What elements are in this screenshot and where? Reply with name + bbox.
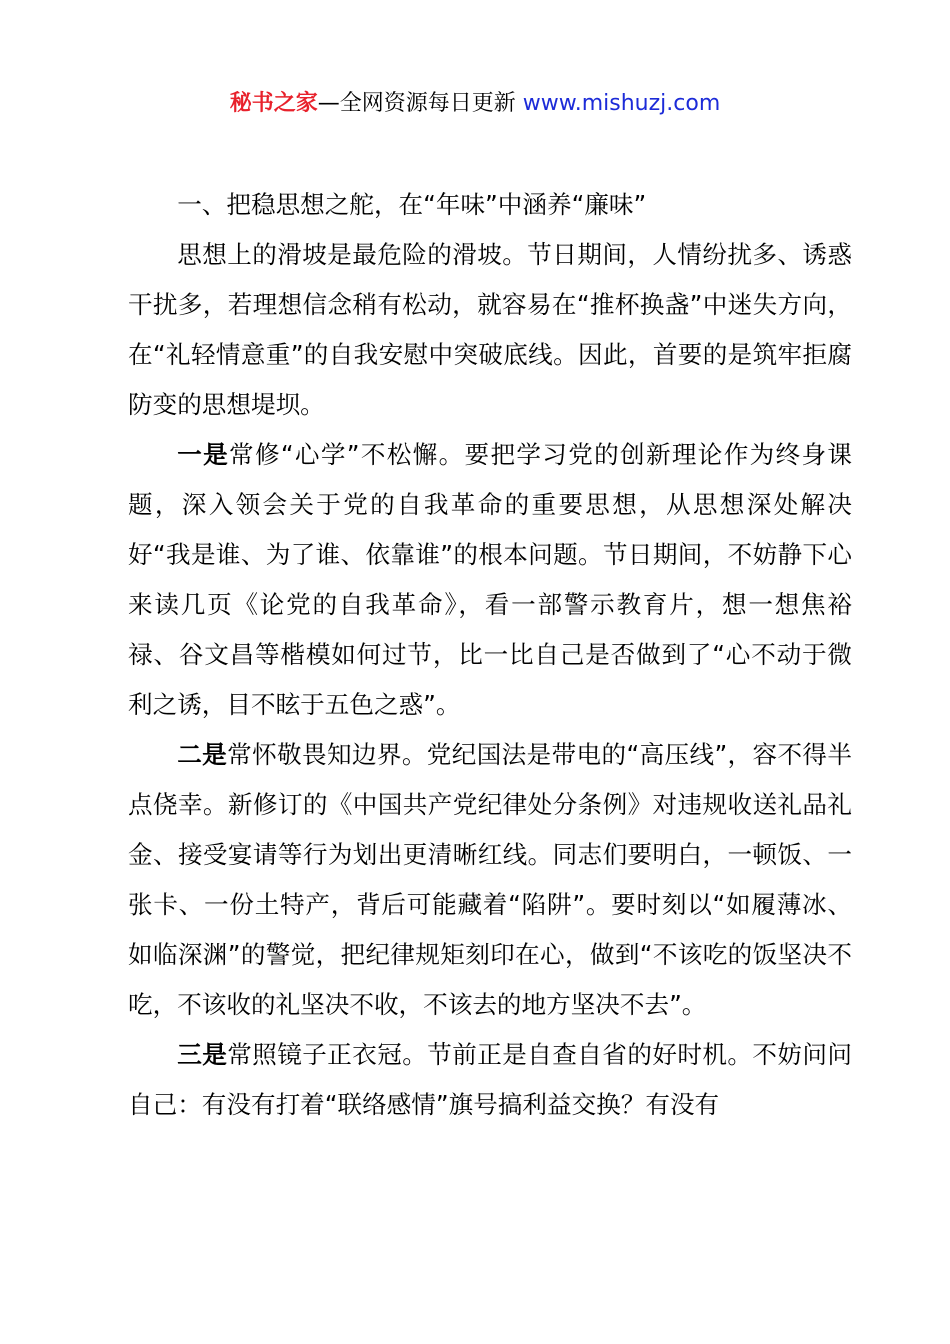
site-url-link[interactable]: www.mishuzj.com	[522, 91, 721, 116]
point-three-body: 常照镜子正衣冠。节前正是自查自省的好时机。不妨问问自己：有没有打着“联络感情”旗号搞利益交换？有没有	[128, 1040, 852, 1119]
point-one-lead: 一是	[177, 440, 230, 469]
site-header	[0, 86, 950, 122]
site-tagline: —全网资源每日更新	[317, 91, 523, 116]
paragraph-point-three	[128, 1030, 852, 1130]
paragraph-point-one	[128, 430, 852, 730]
document-body	[128, 180, 852, 1130]
brand-name: 秘书之家	[229, 91, 318, 116]
point-two-lead: 二是	[177, 740, 228, 769]
paragraph-intro: 思想上的滑坡是最危险的滑坡。节日期间，人情纷扰多、诱惑干扰多，若理想信念稍有松动，就容易在“推杯换盏”中迷失方向，在“礼轻情意重”的自我安慰中突破底线。因此，首要的是筑牢拒腐防变的思想堤坝。	[128, 240, 852, 419]
point-two-body: 常怀敬畏知边界。党纪国法是带电的“高压线”，容不得半点侥幸。新修订的《中国共产党纪律处分条例》对违规收送礼品礼金、接受宴请等行为划出更清晰红线。同志们要明白，一顿饭、一张卡、一份土特产，背后可能藏着“陷阱”。要时刻以“如履薄冰、如临深渊”的警觉，把纪律规矩刻印在心，做到“不该吃的饭坚决不吃，不该收的礼坚决不收，不该去的地方坚决不去”。	[128, 740, 852, 1019]
point-one-body: 常修“心学”不松懈。要把学习党的创新理论作为终身课题，深入领会关于党的自我革命的重要思想，从思想深处解决好“我是谁、为了谁、依靠谁”的根本问题。节日期间，不妨静下心来读几页《论党的自我革命》，看一部警示教育片，想一想焦裕禄、谷文昌等楷模如何过节，比一比自己是否做到了“心不动于微利之诱，目不眩于五色之惑”。	[128, 440, 852, 719]
paragraph-point-two	[128, 730, 852, 1030]
point-three-lead: 三是	[177, 1040, 228, 1069]
section-heading: 一、把稳思想之舵，在“年味”中涵养“廉味”	[177, 190, 647, 219]
